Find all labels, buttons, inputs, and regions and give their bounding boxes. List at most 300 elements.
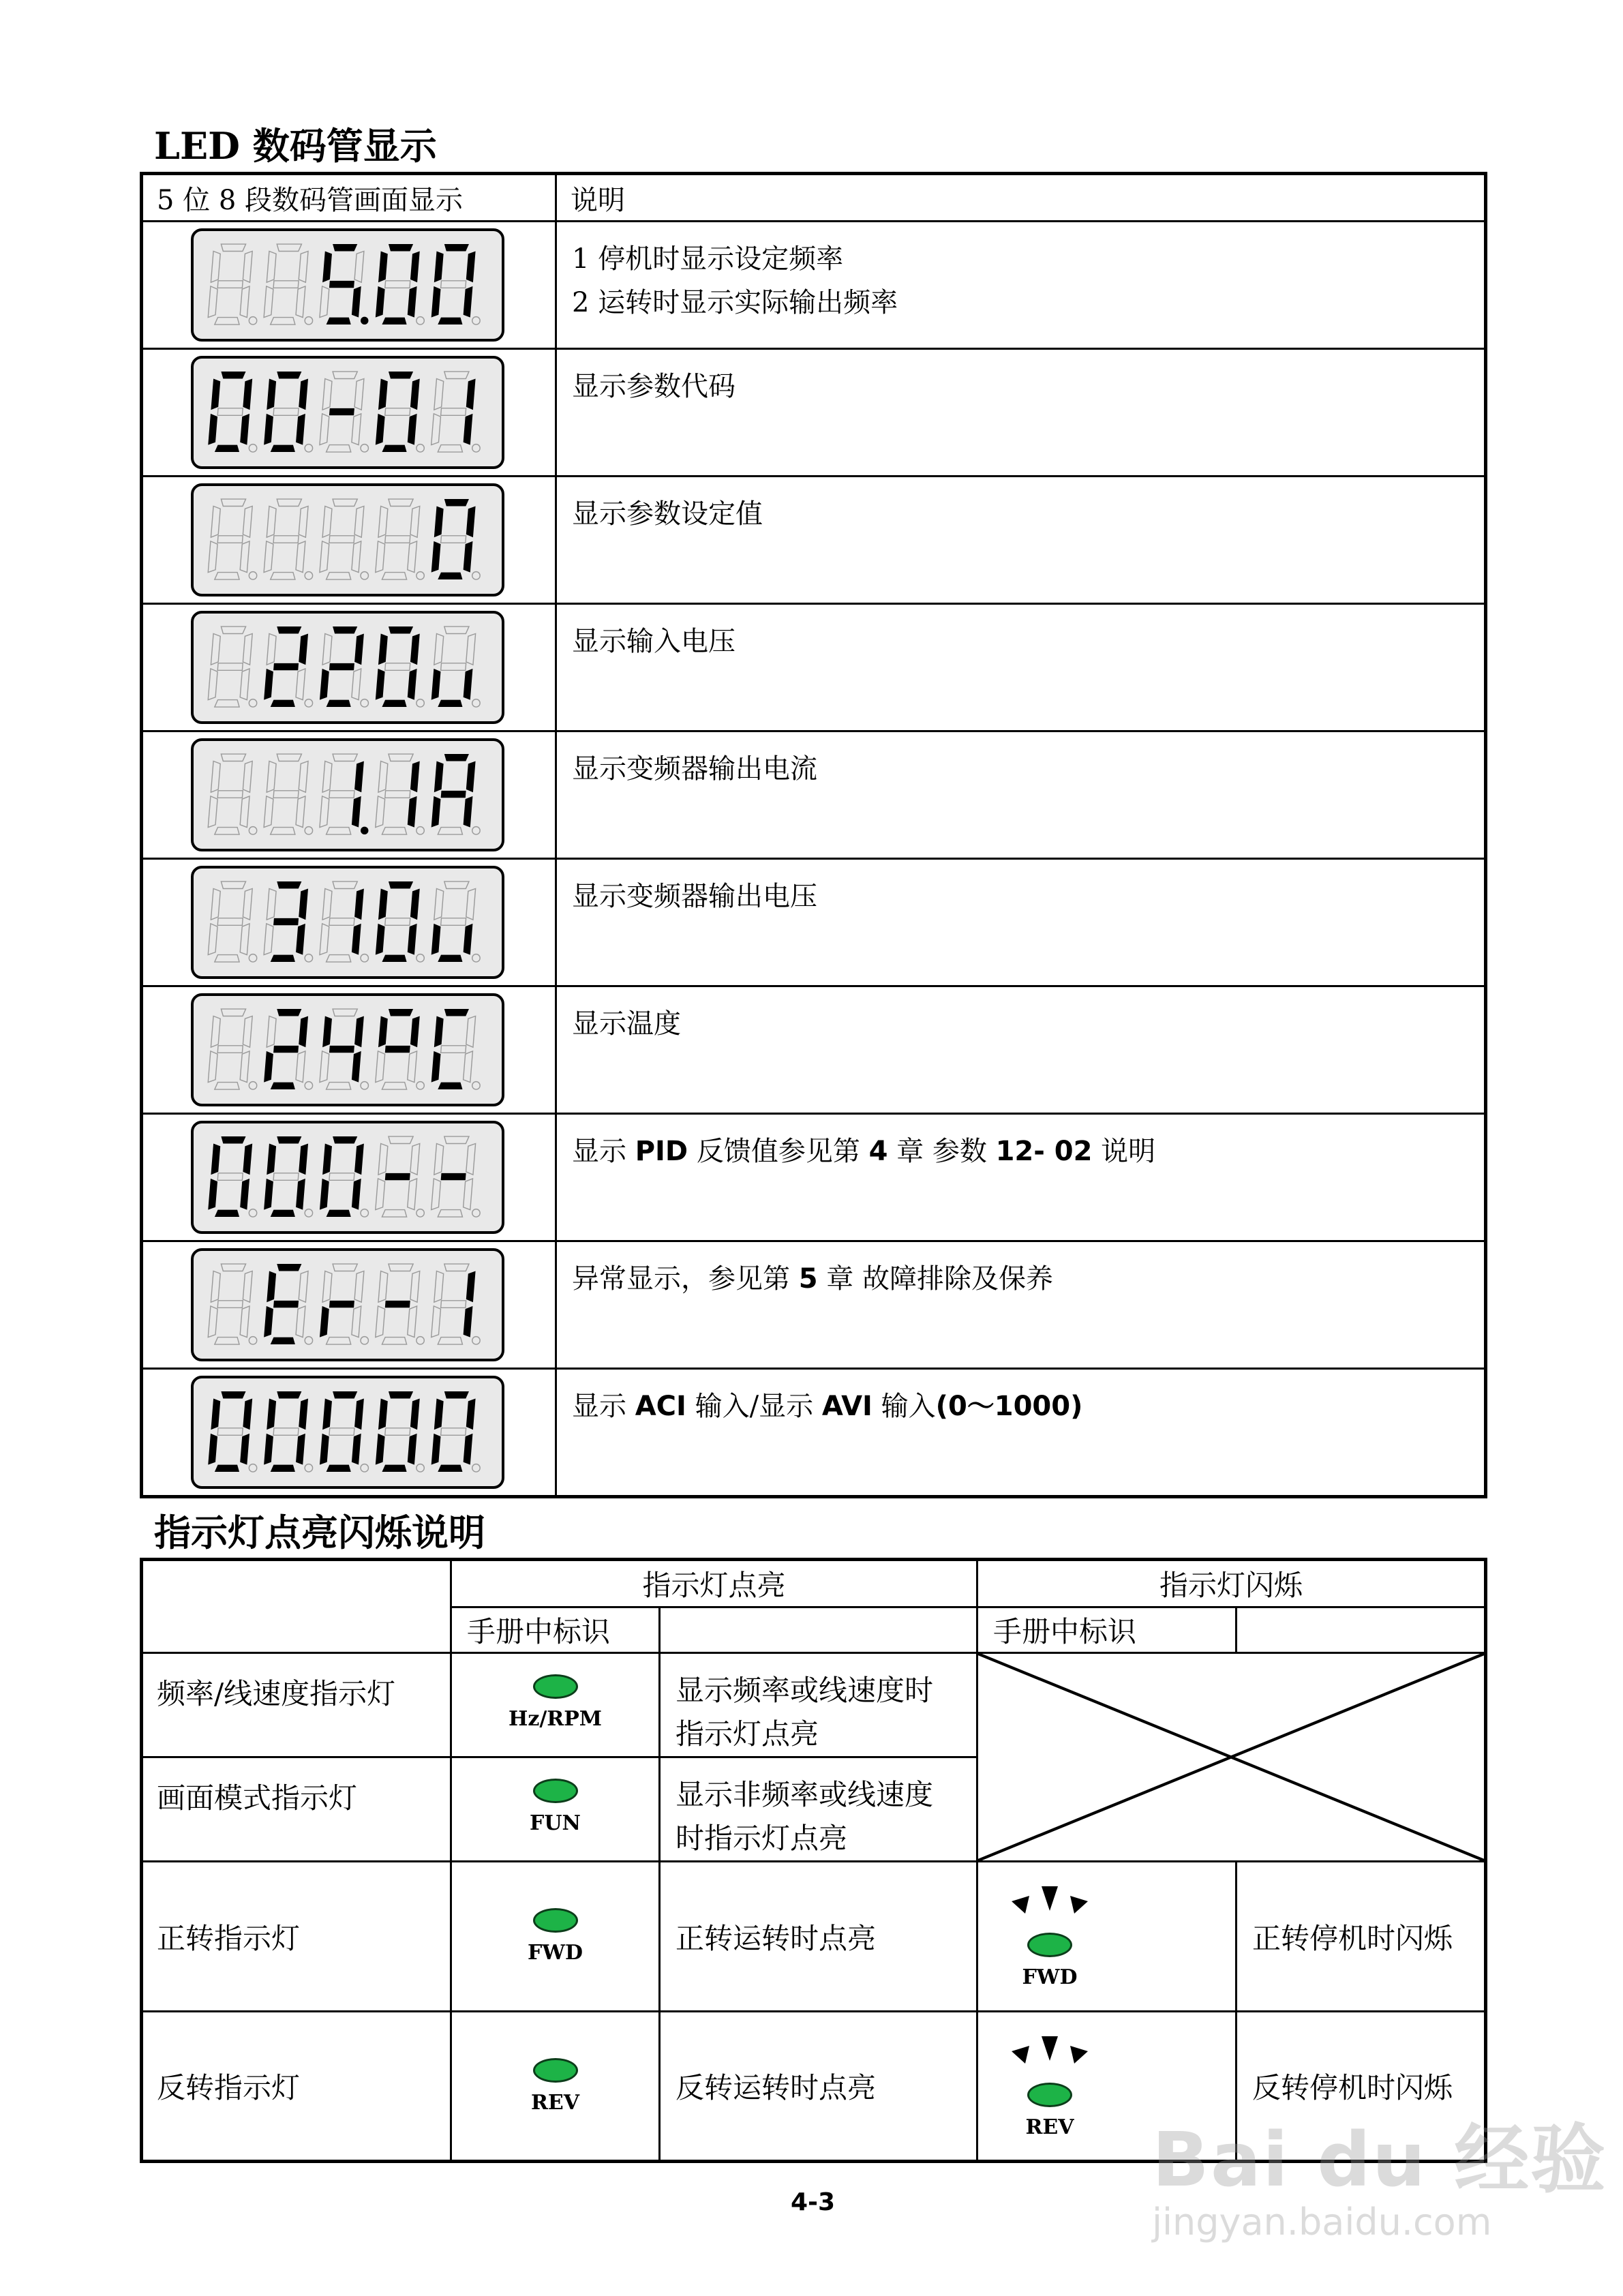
lcd-segment — [389, 626, 413, 633]
row-description: 显示温度 — [556, 986, 1486, 1114]
lcd-segment — [273, 1173, 299, 1180]
row-description: 显示参数代码 — [556, 349, 1486, 477]
lcd-segment — [277, 244, 301, 251]
lcd-segment — [320, 796, 329, 828]
lcd-segment — [264, 669, 273, 700]
lcd-segment — [211, 889, 220, 920]
lcd-segment — [389, 1009, 413, 1016]
lcd-digit — [264, 1009, 312, 1089]
lcd-digit — [320, 626, 368, 707]
lcd-segment — [267, 889, 276, 920]
lcd-segment — [264, 1434, 273, 1465]
lcd-segment — [444, 1264, 469, 1271]
lcd-digit — [376, 1009, 424, 1089]
lcd-digit — [320, 244, 368, 324]
lcd-segment — [389, 754, 413, 761]
table-header-row — [142, 174, 1486, 222]
lcd-segment — [376, 414, 385, 445]
lcd-segment — [408, 541, 417, 573]
lcd-segment — [410, 507, 420, 538]
led-blink-icon — [1027, 2083, 1072, 2107]
table-row — [142, 986, 1486, 1114]
lcd-digit — [431, 754, 480, 834]
lcd-segment — [322, 379, 332, 410]
lcd-segment — [438, 1210, 462, 1217]
led-on-icon — [533, 1908, 578, 1933]
lcd-segment — [320, 1434, 329, 1465]
lcd-segment — [221, 372, 245, 378]
lcd-segment — [438, 318, 462, 324]
lcd-segment — [431, 796, 441, 828]
lcd-segment — [208, 796, 217, 828]
lcd-digit — [208, 626, 256, 707]
lcd-segment — [217, 1428, 243, 1435]
lcd-segment — [378, 889, 388, 920]
lcd-segment — [211, 634, 220, 665]
desc-line: 指示灯点亮 — [676, 1717, 819, 1751]
lcd-segment — [354, 1016, 364, 1048]
lcd-segment — [376, 796, 385, 828]
lcd-segment — [243, 1399, 252, 1430]
lcd-segment — [240, 1051, 249, 1083]
lcd-segment — [264, 1306, 273, 1338]
lcd-segment — [299, 252, 308, 283]
lcd-segment — [243, 634, 252, 665]
indicator-name: 反转指示灯 — [142, 2012, 451, 2162]
lcd-segment — [215, 573, 239, 579]
lcd-segment — [273, 1046, 299, 1053]
lcd-segment — [273, 791, 299, 798]
lcd-segment — [441, 1046, 466, 1053]
lcd-segment — [320, 286, 329, 318]
lcd-segment — [211, 1016, 220, 1048]
lcd-segment — [378, 507, 388, 538]
lcd-decimal-point — [416, 827, 424, 834]
indicator-on-desc — [660, 1757, 977, 1862]
lcd-segment — [441, 536, 466, 543]
lcd-segment — [243, 252, 252, 283]
blink-rays-icon — [1009, 1884, 1091, 1922]
lcd-segment — [376, 1434, 385, 1465]
lcd-segment — [221, 754, 245, 761]
lcd-segment — [271, 828, 295, 834]
lcd-segment — [299, 889, 308, 920]
lcd-segment — [431, 541, 441, 573]
lcd-segment — [441, 281, 466, 288]
lcd-segment — [410, 761, 420, 793]
lcd-digit — [208, 881, 256, 962]
desc-text: 说明 — [1101, 1136, 1156, 1167]
lcd-segment — [240, 541, 249, 573]
lcd-segment — [464, 414, 473, 445]
lcd-segment — [296, 1051, 305, 1083]
table-row — [142, 1114, 1486, 1241]
lcd-segment — [243, 1016, 252, 1048]
lcd-segment — [389, 244, 413, 251]
lcd-segment — [431, 1051, 441, 1083]
lcd-segment — [273, 663, 299, 670]
blank-corner-cell — [142, 1560, 451, 1653]
lcd-digit — [376, 1391, 424, 1472]
header-on: 指示灯点亮 — [451, 1560, 977, 1607]
lcd-segment — [352, 1179, 361, 1210]
indicator-name: 频率/线速度指示灯 — [142, 1653, 451, 1757]
lcd-segment — [434, 634, 444, 665]
indicator-name: 画面模式指示灯 — [142, 1757, 451, 1862]
indicator-mark — [451, 2012, 660, 2162]
lcd-segment — [322, 761, 332, 793]
lcd-segment — [444, 1009, 469, 1016]
lcd-segment — [354, 379, 364, 410]
lcd-segment — [277, 754, 301, 761]
lcd-segment — [382, 318, 406, 324]
lcd-segment — [320, 541, 329, 573]
lcd-segment — [444, 244, 469, 251]
lcd-segment — [208, 1051, 217, 1083]
seven-segment-display — [191, 356, 504, 469]
seven-segment-display — [191, 1121, 504, 1234]
lcd-segment — [466, 252, 476, 283]
lcd-segment — [441, 663, 466, 670]
lcd-segment — [329, 281, 354, 288]
lcd-segment — [221, 881, 245, 888]
lcd-segment — [382, 1465, 406, 1472]
lcd-segment — [240, 669, 249, 700]
led-on-icon — [533, 1674, 578, 1699]
lcd-segment — [217, 281, 243, 288]
lcd-segment — [408, 1179, 417, 1210]
lcd-digit — [264, 244, 312, 324]
lcd-segment — [410, 1399, 420, 1430]
lcd-decimal-point — [472, 1209, 480, 1217]
lcd-digit — [264, 626, 312, 707]
lcd-decimal-point — [361, 1209, 368, 1217]
lcd-segment — [327, 1338, 351, 1344]
lcd-segment — [408, 669, 417, 700]
indicator-name: 正转指示灯 — [142, 1862, 451, 2012]
col-desc-header: 说明 — [556, 174, 1486, 222]
lcd-digit — [264, 1136, 312, 1217]
lcd-digit — [264, 1391, 312, 1472]
blink-rays-icon — [1009, 2034, 1091, 2072]
lcd-segment — [464, 541, 473, 573]
lcd-segment — [431, 1306, 441, 1338]
lcd-segment — [408, 1306, 417, 1338]
lcd-segment — [382, 1083, 406, 1089]
seven-segment-display — [191, 993, 504, 1106]
lcd-digit — [431, 244, 480, 324]
lcd-segment — [441, 1428, 466, 1435]
lcd-segment — [221, 1391, 245, 1398]
row-description: 显示变频器输出电压 — [556, 859, 1486, 986]
lcd-segment — [464, 924, 473, 955]
lcd-decimal-point — [361, 1337, 368, 1344]
lcd-segment — [264, 924, 273, 955]
lcd-segment — [271, 700, 295, 707]
seven-segment-display — [191, 866, 504, 979]
lcd-segment — [354, 1144, 364, 1175]
led-label: FWD — [527, 1941, 583, 1965]
lcd-segment — [277, 499, 301, 506]
lcd-segment — [329, 1173, 354, 1180]
lcd-decimal-point — [416, 317, 424, 324]
sub-mark-blink: 手册中标识 — [977, 1607, 1237, 1653]
lcd-segment — [320, 669, 329, 700]
lcd-segment — [273, 536, 299, 543]
lcd-digit — [320, 1264, 368, 1344]
lcd-segment — [267, 379, 276, 410]
lcd-digit — [208, 1136, 256, 1217]
lcd-segment — [329, 791, 354, 798]
table-row — [142, 222, 1486, 349]
lcd-segment — [389, 881, 413, 888]
lcd-digit — [376, 626, 424, 707]
indicator-blink-desc: 正转停机时闪烁 — [1237, 1862, 1486, 2012]
lcd-segment — [431, 669, 441, 700]
table-row — [142, 1862, 1486, 2012]
lcd-segment — [389, 1136, 413, 1143]
row-description — [556, 1241, 1486, 1369]
lcd-segment — [273, 1428, 299, 1435]
lcd-segment — [221, 626, 245, 633]
lcd-segment — [434, 379, 444, 410]
lcd-segment — [211, 252, 220, 283]
lcd-segment — [243, 889, 252, 920]
lcd-segment — [378, 252, 388, 283]
lcd-segment — [243, 1271, 252, 1303]
lcd-segment — [376, 541, 385, 573]
lcd-segment — [408, 796, 417, 828]
lcd-segment — [208, 414, 217, 445]
lcd-segment — [329, 1046, 354, 1053]
lcd-segment — [385, 1301, 410, 1308]
lcd-segment — [217, 1301, 243, 1308]
lcd-segment — [378, 1271, 388, 1303]
lcd-segment — [352, 924, 361, 955]
lcd-segment — [354, 507, 364, 538]
lcd-segment — [333, 1009, 357, 1016]
lcd-segment — [378, 379, 388, 410]
indicator-on-desc — [660, 1653, 977, 1757]
led-display-table — [140, 172, 1487, 1498]
lcd-segment — [217, 1046, 243, 1053]
lcd-digit — [376, 1264, 424, 1344]
led-on-icon — [533, 1779, 578, 1803]
lcd-segment — [444, 881, 469, 888]
lcd-decimal-point — [472, 572, 480, 579]
table-header-row — [142, 1560, 1486, 1607]
lcd-decimal-point — [472, 444, 480, 452]
lcd-digit — [376, 372, 424, 452]
lcd-segment — [466, 507, 476, 538]
lcd-decimal-point — [416, 1337, 424, 1344]
watermark-url: jingyan.baidu.com — [1152, 2201, 1492, 2244]
led-label: REV — [1025, 2115, 1074, 2139]
led-label: Hz/RPM — [508, 1707, 603, 1731]
lcd-segment — [327, 955, 351, 962]
lcd-segment — [240, 414, 249, 445]
table-row — [142, 859, 1486, 986]
lcd-decimal-point — [361, 317, 368, 324]
lcd-segment — [211, 1144, 220, 1175]
page-number: 4-3 — [791, 2188, 836, 2216]
lcd-segment — [322, 634, 332, 665]
lcd-segment — [466, 634, 476, 665]
lcd-digit — [376, 244, 424, 324]
lcd-segment — [408, 414, 417, 445]
lcd-segment — [444, 626, 469, 633]
lcd-segment — [327, 318, 351, 324]
lcd-segment — [273, 918, 299, 925]
lcd-segment — [441, 1301, 466, 1308]
lcd-segment — [215, 445, 239, 452]
lcd-segment — [211, 761, 220, 793]
desc-text: 输入/显示 — [695, 1391, 814, 1422]
lcd-segment — [434, 889, 444, 920]
lcd-segment — [441, 408, 466, 415]
lcd-segment — [217, 663, 243, 670]
lcd-segment — [296, 669, 305, 700]
indicator-on-desc: 反转运转时点亮 — [660, 2012, 977, 2162]
lcd-segment — [464, 286, 473, 318]
lcd-segment — [240, 1434, 249, 1465]
lcd-segment — [271, 445, 295, 452]
seven-segment-display — [191, 1248, 504, 1361]
lcd-decimal-point — [472, 1464, 480, 1472]
lcd-digit — [431, 1136, 480, 1217]
desc-line: 2 运转时显示实际输出频率 — [572, 287, 898, 318]
lcd-segment — [296, 796, 305, 828]
lcd-decimal-point — [472, 954, 480, 962]
lcd-segment — [299, 1016, 308, 1048]
lcd-segment — [271, 573, 295, 579]
lcd-segment — [434, 1144, 444, 1175]
baidu-watermark — [1152, 2100, 1607, 2250]
indicator-mark — [451, 1653, 660, 1757]
lcd-decimal-point — [416, 1464, 424, 1472]
lcd-segment — [408, 286, 417, 318]
lcd-segment — [376, 924, 385, 955]
table-row — [142, 604, 1486, 731]
lcd-segment — [320, 1306, 329, 1338]
desc-text: 反馈值参见第 — [696, 1136, 860, 1167]
lcd-segment — [208, 541, 217, 573]
lcd-decimal-point — [361, 699, 368, 707]
lcd-segment — [217, 408, 243, 415]
lcd-segment — [434, 761, 444, 793]
lcd-segment — [264, 796, 273, 828]
lcd-segment — [243, 379, 252, 410]
lcd-digit — [320, 499, 368, 579]
lcd-segment — [382, 700, 406, 707]
led-on-icon — [533, 2058, 578, 2083]
lcd-segment — [277, 1264, 301, 1271]
row-description: 显示参数设定值 — [556, 477, 1486, 604]
lcd-decimal-point — [416, 699, 424, 707]
led-label: FUN — [530, 1811, 581, 1835]
lcd-segment — [378, 634, 388, 665]
lcd-segment — [438, 1338, 462, 1344]
lcd-segment — [333, 881, 357, 888]
lcd-segment — [296, 286, 305, 318]
lcd-segment — [299, 507, 308, 538]
indicator-table — [140, 1558, 1487, 2163]
lcd-segment — [296, 1434, 305, 1465]
lcd-segment — [327, 1210, 351, 1217]
desc-text: 显示 — [572, 1136, 626, 1167]
lcd-segment — [329, 1301, 354, 1308]
lcd-decimal-point — [416, 1209, 424, 1217]
led-label: FWD — [1022, 1965, 1078, 1989]
lcd-segment — [438, 700, 462, 707]
lcd-digit — [264, 881, 312, 962]
lcd-segment — [277, 626, 301, 633]
lcd-segment — [243, 507, 252, 538]
desc-bold: 12- 02 — [995, 1136, 1093, 1167]
lcd-segment — [267, 1399, 276, 1430]
table-row — [142, 1653, 1486, 1757]
lcd-segment — [215, 1210, 239, 1217]
lcd-decimal-point — [305, 1082, 312, 1089]
desc-text: 章 故障排除及保养 — [826, 1263, 1053, 1295]
desc-text: 输入 — [881, 1391, 936, 1422]
lcd-segment — [408, 1434, 417, 1465]
lcd-decimal-point — [249, 1209, 256, 1217]
lcd-segment — [431, 1434, 441, 1465]
lcd-segment — [464, 796, 473, 828]
lcd-segment — [431, 1179, 441, 1210]
row-description: 显示输入电压 — [556, 604, 1486, 731]
lcd-segment — [464, 1051, 473, 1083]
lcd-segment — [267, 252, 276, 283]
lcd-segment — [329, 918, 354, 925]
lcd-segment — [271, 318, 295, 324]
lcd-decimal-point — [305, 699, 312, 707]
lcd-decimal-point — [305, 444, 312, 452]
indicator-blink-mark — [977, 1862, 1237, 2012]
lcd-segment — [434, 1016, 444, 1048]
lcd-segment — [333, 754, 357, 761]
lcd-segment — [431, 924, 441, 955]
table-row — [142, 349, 1486, 477]
lcd-segment — [329, 1428, 354, 1435]
lcd-segment — [264, 541, 273, 573]
lcd-segment — [215, 1338, 239, 1344]
lcd-segment — [434, 507, 444, 538]
lcd-segment — [385, 536, 410, 543]
lcd-segment — [277, 372, 301, 378]
lcd-digit — [208, 1391, 256, 1472]
lcd-segment — [221, 1264, 245, 1271]
table-row — [142, 731, 1486, 859]
lcd-segment — [354, 889, 364, 920]
lcd-decimal-point — [249, 1337, 256, 1344]
lcd-decimal-point — [361, 954, 368, 962]
led-blink-icon — [1027, 1933, 1072, 1957]
lcd-digit — [431, 499, 480, 579]
lcd-segment — [267, 1016, 276, 1048]
lcd-segment — [378, 1399, 388, 1430]
lcd-segment — [466, 761, 476, 793]
lcd-segment — [466, 1271, 476, 1303]
table-row — [142, 477, 1486, 604]
lcd-segment — [327, 1083, 351, 1089]
lcd-segment — [444, 1136, 469, 1143]
lcd-segment — [444, 372, 469, 378]
lcd-segment — [211, 1399, 220, 1430]
lcd-segment — [376, 669, 385, 700]
lcd-segment — [464, 1434, 473, 1465]
